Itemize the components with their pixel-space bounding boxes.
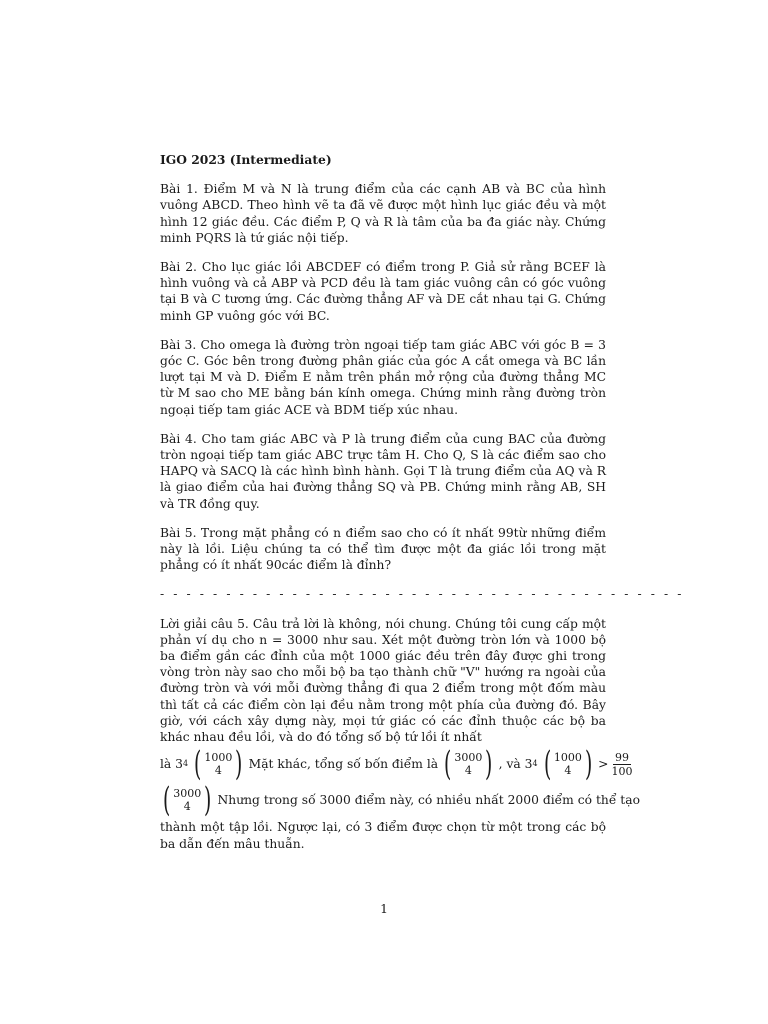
formula-text: , và 3 bbox=[498, 757, 533, 772]
formula-text: Mặt khác, tổng số bốn điểm là bbox=[248, 757, 439, 772]
binomial-3000-4: ( 3000 4 ) bbox=[162, 780, 212, 821]
document-title: IGO 2023 (Intermediate) bbox=[160, 152, 332, 167]
binomial-top: 1000 bbox=[553, 751, 582, 765]
formula-text: Nhưng trong số 3000 điểm này, có nhiều nhất 2000 điểm có thể tạo bbox=[217, 793, 640, 808]
binomial-bottom: 4 bbox=[214, 764, 222, 778]
fraction-99-100 bbox=[611, 751, 632, 778]
binomial-1000-4: ( 1000 4 ) bbox=[194, 744, 243, 785]
separator-line: - - - - - - - - - - - - - - - - - - - - - - - - - - - - - - - - - - - - - - - - bbox=[160, 587, 685, 602]
binomial-1000-4: ( 1000 4 ) bbox=[543, 744, 593, 785]
binomial-top: 1000 bbox=[204, 751, 233, 765]
greater-than-sign: > bbox=[598, 757, 609, 772]
binomial-top: 3000 bbox=[454, 751, 483, 765]
document-body bbox=[160, 152, 685, 852]
binomial-top: 3000 bbox=[173, 787, 202, 801]
formula-text: là 3 bbox=[160, 757, 183, 772]
problem-4: Bài 4. Cho tam giác ABC và P là trung điểm của cung BAC của đường tròn ngoại tiếp tam giác ABC trực tâm H. Cho Q, S là các điểm sao cho HAPQ và SACQ là các hình bình hành. Gọi T là trung điểm của AQ và R là giao điểm của hai đường thẳng SQ và PB. Chứng minh rằng AB, SH và TR đồng quy. bbox=[160, 431, 606, 511]
binomial-3000-4: ( 3000 4 ) bbox=[444, 744, 493, 785]
problem-2: Bài 2. Cho lục giác lồi ABCDEF có điểm trong P. Giả sử rằng BCEF là hình vuông và cả ABP và PCD đều là tam giác vuông cân có góc vuông tại B và C tương ứng. Các đường thẳng AF và DE cắt nhau tại G. Chứng minh GP vuông góc với BC. bbox=[160, 260, 606, 323]
binomial-bottom: 4 bbox=[464, 764, 472, 778]
solution-formula-line-2 bbox=[160, 780, 640, 821]
fraction-numerator: 99 bbox=[614, 750, 629, 764]
problem-5: Bài 5. Trong mặt phẳng có n điểm sao cho có ít nhất 99từ những điểm này là lồi. Liệu chúng ta có thể tìm được một đa giác lồi trong mặt phẳng có ít nhất 90các điểm là đỉnh? bbox=[160, 525, 606, 573]
problem-3: Bài 3. Cho omega là đường tròn ngoại tiếp tam giác ABC với góc B = 3 góc C. Góc bên trong đường phân giác của góc A cắt omega và BC lần lượt tại M và D. Điểm E nằm trên phần mở rộng của đường thẳng MC từ M sao cho ME bằng bán kính omega. Chứng minh rằng đường tròn ngoại tiếp tam giác ACE và BDM tiếp xúc nhau. bbox=[160, 337, 606, 417]
binomial-bottom: 4 bbox=[564, 764, 572, 778]
solution-section bbox=[160, 616, 640, 852]
fraction-denominator: 100 bbox=[611, 764, 633, 778]
solution-conclusion: thành một tập lồi. Ngược lại, có 3 điểm được chọn từ một trong các bộ ba dẫn đến mâu thuẫn. bbox=[160, 820, 606, 851]
solution-text: Lời giải câu 5. Câu trả lời là không, nói chung. Chúng tôi cung cấp một phản ví dụ cho n = 3000 như sau. Xét một đường tròn lớn và 1000 bộ ba điểm gần các đỉnh của một 1000 giác đều trên đây được ghi trong vòng tròn này sao cho mỗi bộ ba tạo thành chữ "V" hướng ra ngoài của đường tròn và với mỗi đường thẳng đi qua 2 điểm trong một đốm màu thì tất cả các điểm còn lại đều nằm trong một phía của đường đó. Bây giờ, với cách xây dựng này, mọi tứ giác có các đỉnh thuộc các bộ ba khác nhau đều lồi, và do đó tổng số bộ tứ lồi ít nhất bbox=[160, 616, 606, 745]
solution-formula-line-1: là 3 4 ( 1000 4 ) Mặt khác, tổng số bốn điểm là ( 3000 4 ) , và 3 4 ( 1000 4 ) > $\frac{99}{100}$ bbox=[160, 744, 633, 785]
problem-1: Bài 1. Điểm M và N là trung điểm của các cạnh AB và BC của hình vuông ABCD. Theo hình vẽ ta đã vẽ được một hình lục giác đều và một hình 12 giác đều. Các điểm P, Q và R là tâm của ba đa giác này. Chứng minh PQRS là tứ giác nội tiếp. bbox=[160, 182, 606, 245]
page-number: 1 bbox=[380, 902, 388, 916]
binomial-bottom: 4 bbox=[183, 800, 191, 814]
